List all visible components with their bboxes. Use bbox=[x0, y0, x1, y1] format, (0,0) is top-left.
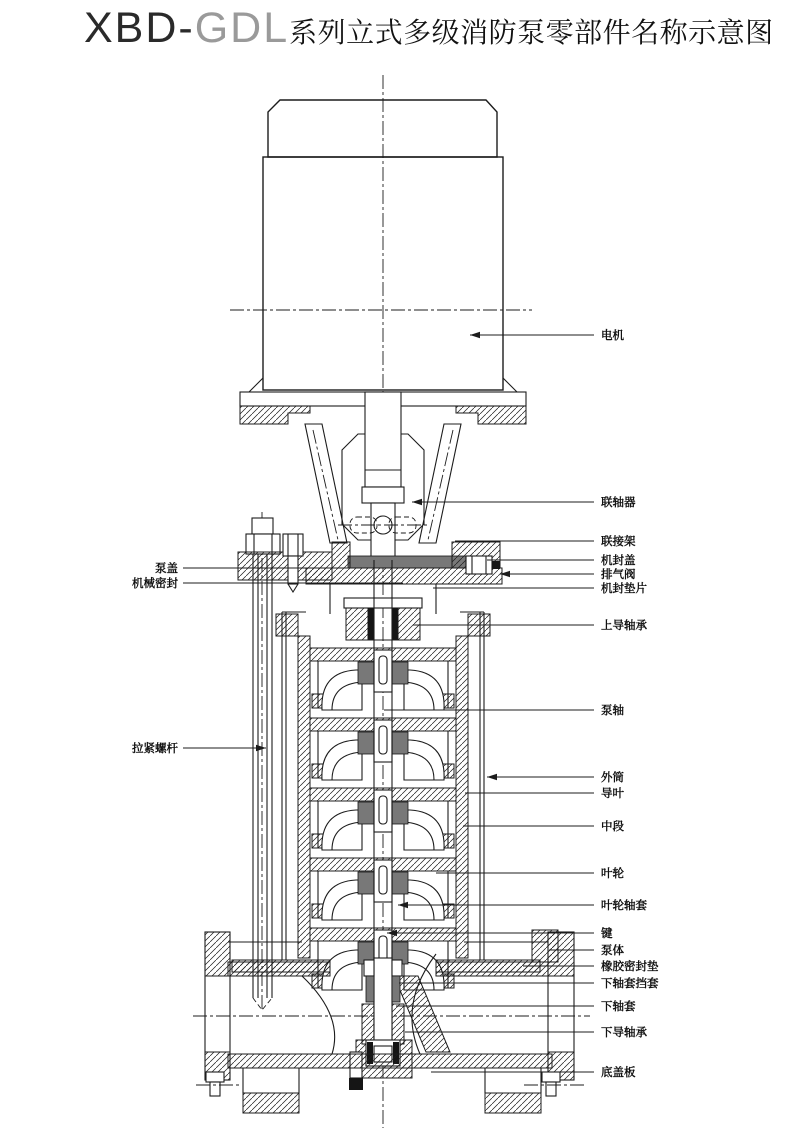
pipe-wall-right bbox=[436, 962, 548, 976]
flange-block-left bbox=[240, 406, 310, 424]
leader-arrow bbox=[487, 774, 497, 780]
lower-shaft-sleeve-left bbox=[366, 976, 374, 1002]
part-label: 上导轴承 bbox=[601, 620, 647, 632]
part-label: 底盖板 bbox=[601, 1067, 636, 1079]
part-label: 泵轴 bbox=[601, 705, 624, 717]
anchor-bolt-left bbox=[196, 1072, 242, 1096]
coupling bbox=[338, 392, 428, 560]
fan-cover bbox=[268, 100, 497, 157]
lower-guide-bearing-right bbox=[392, 1004, 404, 1044]
leader-arrow bbox=[256, 745, 266, 751]
cylinder-top-ring-left bbox=[276, 614, 298, 636]
pipe-wall-left bbox=[228, 962, 330, 976]
part-label: 机封盖 bbox=[601, 555, 636, 567]
lower-sleeve-retainer-left bbox=[364, 960, 374, 976]
part-label: 中段 bbox=[601, 821, 624, 833]
stud-top bbox=[252, 518, 273, 534]
stack-wall-left bbox=[298, 636, 310, 958]
stage-stack bbox=[298, 636, 468, 990]
part-label: 下轴套挡套 bbox=[601, 978, 659, 990]
lower-sleeve-retainer-right bbox=[392, 960, 402, 976]
base-foot-right bbox=[485, 1093, 541, 1113]
leader-arrow bbox=[470, 332, 480, 338]
tie-rod-nut bbox=[246, 534, 280, 554]
shaft-lower bbox=[374, 958, 392, 1048]
part-label: 叶轮 bbox=[601, 868, 624, 880]
part-label: 拉紧螺杆 bbox=[132, 743, 178, 755]
tie-rod-tip bbox=[253, 998, 272, 1010]
part-label: 联接架 bbox=[601, 536, 636, 548]
anchor-bolt-right bbox=[524, 1072, 584, 1096]
suction-flange bbox=[205, 932, 230, 1080]
stack-wall-right bbox=[456, 636, 468, 958]
leader-arrow bbox=[398, 902, 408, 908]
lower-guide-bearing-left bbox=[362, 1004, 374, 1044]
part-label: 机械密封 bbox=[132, 578, 178, 590]
part-label: 外筒 bbox=[601, 772, 624, 784]
flange-block-right bbox=[456, 406, 526, 424]
lower-shaft-sleeve-right bbox=[392, 976, 400, 1002]
part-label: 机封垫片 bbox=[601, 583, 647, 595]
title-model-series: GDL bbox=[194, 4, 290, 52]
part-label: 联轴器 bbox=[601, 497, 636, 509]
page-title bbox=[84, 4, 774, 53]
tie-rod bbox=[246, 512, 280, 1010]
part-label: 泵盖 bbox=[155, 563, 178, 575]
part-label: 排气阀 bbox=[601, 569, 636, 581]
part-label: 下导轴承 bbox=[601, 1027, 647, 1039]
part-label: 下轴套 bbox=[601, 1001, 636, 1013]
coupling-lower bbox=[371, 503, 395, 560]
part-label: 导叶 bbox=[601, 788, 624, 800]
part-label: 键 bbox=[601, 928, 613, 940]
part-label: 叶轮轴套 bbox=[601, 900, 647, 912]
title-model-prefix: XBD- bbox=[84, 4, 195, 52]
base-plate bbox=[196, 1054, 584, 1113]
part-label: 电机 bbox=[601, 330, 624, 342]
cover-tab-left bbox=[332, 542, 350, 568]
part-label: 橡胶密封垫 bbox=[601, 961, 659, 973]
title-suffix: 系列立式多级消防泵零部件名称示意图 bbox=[289, 17, 774, 48]
leader-arrow bbox=[412, 499, 422, 505]
base-foot-left bbox=[243, 1093, 299, 1113]
part-label: 泵体 bbox=[601, 945, 624, 957]
